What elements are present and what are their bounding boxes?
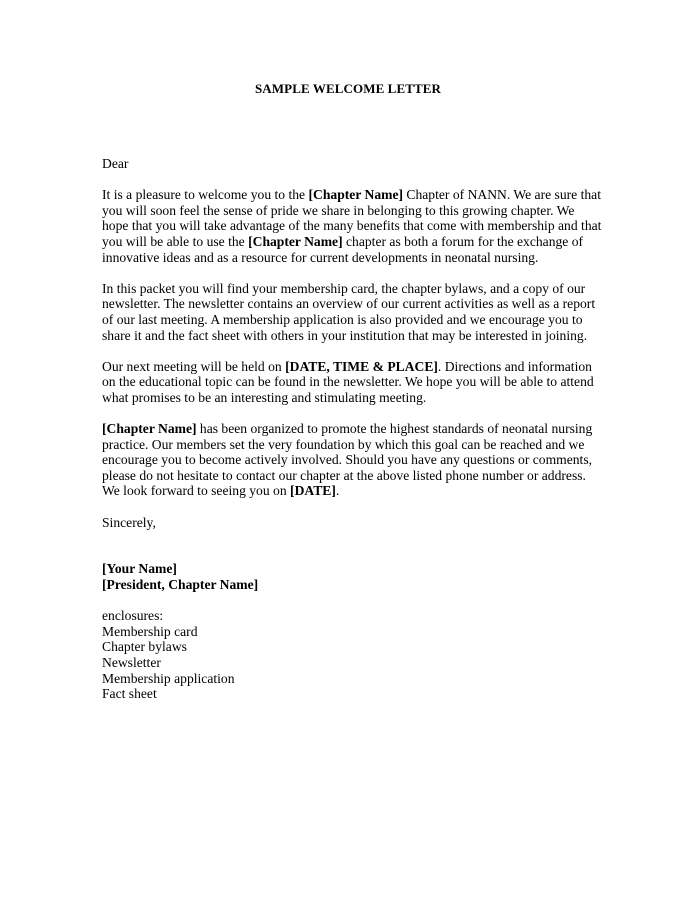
enclosure-item: Chapter bylaws	[102, 639, 187, 655]
paragraph-welcome	[102, 187, 602, 265]
paragraph-meeting	[102, 359, 602, 406]
placeholder-chapter-name: [Chapter Name]	[248, 233, 343, 249]
text-span: . Directions and information on the educational topic can be found in the newsletter. We hope you will be able to attend what promises to be an interesting and stimulating meeting.	[102, 358, 594, 405]
signature-role: [President, Chapter Name]	[102, 577, 259, 593]
paragraph-packet: In this packet you will find your membership card, the chapter bylaws, and a copy of our newsletter. The newsletter contains an overview of our current activities as well as a report of our last meeting. A membership application is also provided and we encourage you to share it and the fact sheet with others in your institution that may be interested in joining.	[102, 280, 596, 343]
enclosures-block	[102, 608, 602, 702]
enclosure-item: Membership card	[102, 623, 198, 639]
text-span: .	[335, 483, 340, 499]
text-span: Our next meeting will be held on	[102, 358, 286, 374]
text-span: has been organized to promote the highest standards of neonatal nursing practice. Our members set the very foundation by which this goal can be reached and we encourage you to become actively involved. Should you have any questions or comments, please do not hesitate to contact our chapter at the above listed phone number or address. We look forward to seeing you on	[102, 421, 593, 499]
enclosure-item: Fact sheet	[102, 686, 157, 702]
enclosures-label: enclosures:	[102, 608, 164, 624]
placeholder-chapter-name: [Chapter Name]	[308, 187, 404, 203]
letter-title: SAMPLE WELCOME LETTER	[254, 81, 442, 96]
letter-body	[102, 156, 602, 717]
paragraph-chapter	[102, 421, 602, 499]
salutation: Dear	[102, 156, 129, 171]
placeholder-date-time-place: [DATE, TIME & PLACE]	[285, 358, 438, 374]
placeholder-date: [DATE]	[290, 483, 336, 499]
closing: Sincerely,	[102, 514, 156, 530]
placeholder-chapter-name: [Chapter Name]	[102, 421, 197, 437]
text-span: chapter as both a forum for the exchange of innovative ideas and as a resource for current developments in neonatal nursing.	[102, 233, 584, 265]
signature-block	[102, 561, 602, 592]
enclosure-item: Newsletter	[102, 655, 161, 670]
enclosure-item: Membership application	[102, 670, 235, 686]
text-span: It is a pleasure to welcome you to the	[102, 187, 309, 203]
signature-name: [Your Name]	[102, 561, 177, 577]
text-span: Chapter of NANN. We are sure that you will soon feel the sense of pride we share in belonging to this growing chapter. We hope that you will take advantage of the many benefits that come with membership and that you will be able to use the	[102, 187, 602, 249]
